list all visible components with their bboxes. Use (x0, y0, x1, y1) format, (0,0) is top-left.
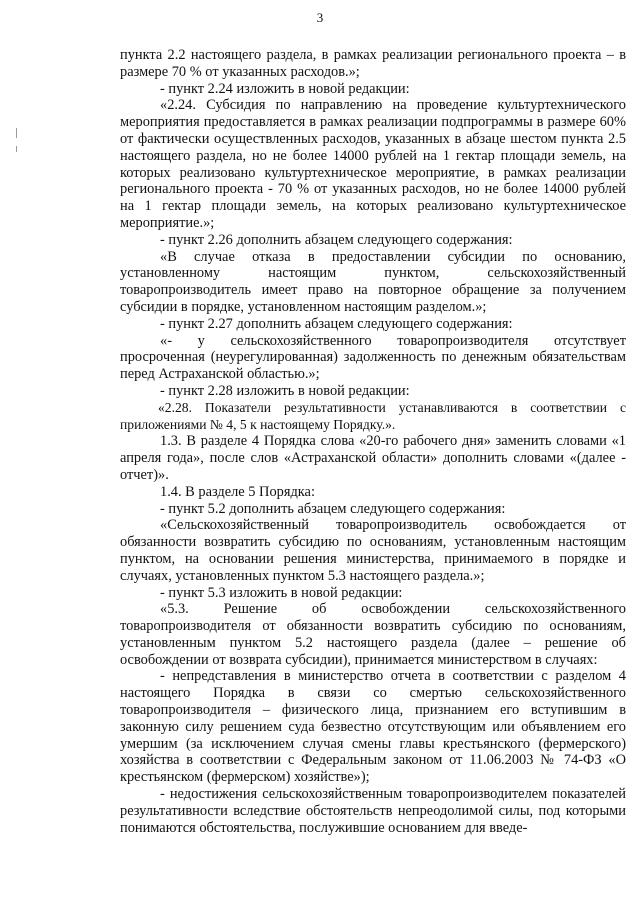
paragraph-item-2-24: - пункт 2.24 изложить в новой редакции: (160, 80, 410, 97)
paragraph-quote-2-27: «- у сельскохозяйственного товаропроизводителя отсутствует просроченная (неурегулированная) задолженность по денежным обязательствам перед Астраханской областью.»; (120, 332, 626, 383)
paragraph-quote-2-26: «В случае отказа в предоставлении субсидии по основанию, установленному настоящим пунктом, сельскохозяйственный товаропроизводитель имеет право на повторное обращение за получением субсидии в порядке, установленном настоящим разделом.»; (120, 248, 626, 315)
paragraph-quote-2-28: «2.28. Показатели результативности устанавливаются в соответствии с приложениями № 4, 5 к настоящему Порядку.». (120, 399, 626, 432)
paragraph-continuation: пункта 2.2 настоящего раздела, в рамках реализации регионального проекта – в размере 70 % от указанных расходов.»; (120, 47, 626, 80)
paragraph-quote-2-24: «2.24. Субсидия по направлению на проведение культуртехнического мероприятия предоставляется в рамках реализации подпрограммы в размере 60% от фактически осуществленных расходов, указанных в абзаце шестом пункта 2.5 настоящего раздела, но не более 14000 рублей на 1 гектар площади земель, на которых реализовано культуртехническое мероприятие, в рамках реализации регионального проекта - 70 % от указанных расходов, но не более 14000 рублей на 1 гектар площади земель, на которых реализовано культуртехническое мероприятие.»; (120, 97, 626, 231)
paragraph-section-1-4: 1.4. В разделе 5 Порядка: (160, 483, 315, 500)
document-body (120, 47, 626, 836)
paragraph-section-1-3: 1.3. В разделе 4 Порядка слова «20-го рабочего дня» заменить словами «1 апреля года», после слов «Астраханской области» дополнить словами «(далее - отчет)». (120, 433, 626, 483)
paragraph-case-nonsubmission: - непредставления в министерство отчета в соответствии с разделом 4 настоящего Порядка в связи со смертью сельскохозяйственного товаропроизводителя – физического лица, признанием его вступившим в законную силу решением суда безвестно отсутствующим или объявлением его умершим (за исключением случая смены главы крестьянского (фермерского) хозяйства в соответствии с Федеральным законом от 11.06.2003 № 74-ФЗ «О крестьянском (фермерском) хозяйстве»); (120, 668, 626, 786)
paragraph-item-2-26: - пункт 2.26 дополнить абзацем следующего содержания: (160, 231, 513, 248)
page-number: 3 (316, 10, 324, 25)
margin-mark (16, 146, 17, 152)
paragraph-item-5-2: - пункт 5.2 дополнить абзацем следующего содержания: (160, 500, 506, 517)
paragraph-item-5-3: - пункт 5.3 изложить в новой редакции: (160, 584, 403, 601)
margin-mark (16, 128, 17, 138)
paragraph-item-2-28: - пункт 2.28 изложить в новой редакции: (160, 382, 410, 399)
paragraph-quote-5-2: «Сельскохозяйственный товаропроизводитель освобождается от обязанности возвратить субсидию по основаниям, установленным настоящим пунктом, на основании решения министерства, принимаемого в порядке и случаях, установленных пунктом 5.3 настоящего раздела.»; (120, 517, 626, 584)
paragraph-item-2-27: - пункт 2.27 дополнить абзацем следующего содержания: (160, 315, 513, 332)
paragraph-case-force-majeure: - недостижения сельскохозяйственным товаропроизводителем показателей результативности вследствие обстоятельств непреодолимой силы, под которыми понимаются обстоятельства, послужившие основанием для введе- (120, 786, 626, 836)
paragraph-quote-5-3: «5.3. Решение об освобождении сельскохозяйственного товаропроизводителя от обязанности возвратить субсидию по основаниям, установленным пунктом 5.2 настоящего раздела (далее – решение об освобождении от возврата субсидии), принимается министерством в случаях: (120, 601, 626, 668)
